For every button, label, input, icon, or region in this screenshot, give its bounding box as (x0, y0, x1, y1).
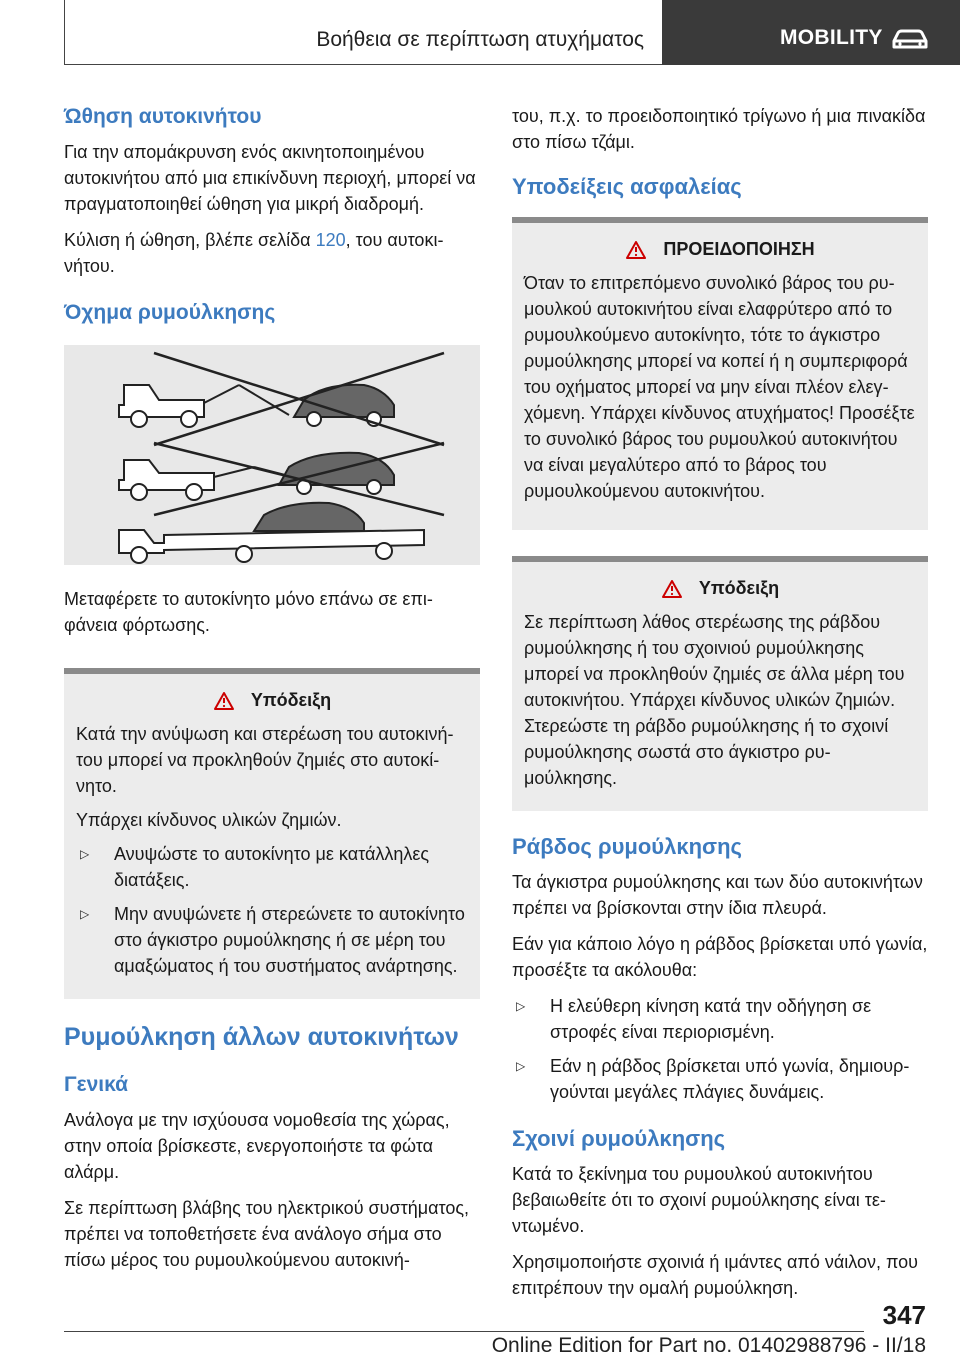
tow-vehicle-heading: Όχημα ρυμούλκησης (64, 301, 276, 324)
section-title: Βοήθεια σε περίπτωση ατυχήματος (316, 28, 644, 51)
bullet-triangle-icon: ▷ (80, 907, 90, 921)
rope-text-1: Κατά το ξεκίνημα του ρυμουλκού αυτοκινήτου βεβαιωθείτε ότι το σχοινί ρυμούλκησης είναι τεντωμένο. (512, 1164, 886, 1236)
list-item-text: Η ελεύθερη κίνηση κατά την οδήγηση σε στροφές είναι περιορισμένη. (550, 996, 872, 1042)
list-item-text: Ανυψώστε το αυτοκίνητο με κατάλληλες διατάξεις. (114, 844, 430, 890)
warning-triangle-icon (625, 240, 647, 260)
warning-title: ΠΡΟΕΙΔΟΠΟΙΗΣΗ (663, 239, 815, 259)
left-column (64, 103, 480, 1283)
towing-illustration (64, 345, 480, 565)
page-number: 347 (882, 1300, 926, 1330)
chapter-label: MOBILITY (780, 26, 883, 49)
figure-caption: Μεταφέρετε το αυτοκίνητο μόνο επάνω σε επιφάνεια φόρτωσης. (64, 589, 433, 635)
hint-risk: Υπάρχει κίνδυνος υλικών ζημιών. (76, 810, 342, 830)
towing-heading: Ρυμούλκηση άλλων αυτοκινήτων (64, 1023, 459, 1051)
push-reference (64, 227, 480, 279)
list-item (512, 993, 928, 1045)
hint-title: Υπόδειξη (250, 690, 332, 710)
footer-divider (64, 1331, 864, 1332)
bullet-triangle-icon: ▷ (80, 847, 90, 861)
warning-triangle-icon (213, 691, 235, 711)
right-column (512, 103, 928, 1311)
list-item (512, 1053, 928, 1105)
warning-box (512, 217, 928, 530)
continued-text: του, π.χ. το προειδοποιητικό τρίγωνο ή μια πινακίδα στο πίσω τζάμι. (512, 106, 926, 152)
general-heading: Γενικά (64, 1073, 129, 1096)
bar-text-2: Εάν για κάποιο λόγο η ράβδος βρίσκεται υπό γωνία, προσέξτε τα ακόλουθα: (512, 934, 928, 980)
list-item (76, 901, 468, 979)
push-ref-text-end: , του αυτοκινήτου. (64, 230, 444, 276)
hint-text: Κατά την ανύψωση και στερέωση του αυτοκινήτου μπορεί να προκληθούν ζημιές στο αυτοκίνητο. (76, 724, 454, 796)
push-ref-text: Κύλιση ή ώθηση, βλέπε σελίδα (64, 230, 316, 250)
list-item-text: Εάν η ράβδος βρίσκεται υπό γωνία, δημιουργούνται μεγάλες πλάγιες δυνάμεις. (550, 1056, 910, 1102)
hint-title: Υπόδειξη (698, 578, 780, 598)
safety-heading: Υποδείξεις ασφαλείας (512, 174, 742, 199)
page-link[interactable]: 120 (315, 230, 346, 250)
push-text: Για την απομάκρυνση ενός ακινητοποιημένου αυτοκινήτου από μια επικίνδυνη περιοχή, μπορεί να πραγματοποιηθεί ώθηση για μικρή διαδρομή. (64, 142, 476, 214)
bullet-triangle-icon: ▷ (516, 1059, 526, 1073)
warning-triangle-icon (661, 579, 683, 599)
bar-heading: Ράβδος ρυμούλκησης (512, 834, 742, 859)
list-item (76, 841, 468, 893)
general-text-1: Ανάλογα με την ισχύουσα νομοθεσία της χώρας, στην οποία βρίσκεστε, ενεργοποιήστε τα φώτα αλάρμ. (64, 1110, 450, 1182)
edition-info: Online Edition for Part no. 01402988796 - II/18 (491, 1334, 926, 1357)
push-heading: Ώθηση αυτοκινήτου (64, 105, 262, 128)
bar-text-1: Τα άγκιστρα ρυμούλκησης και των δύο αυτοκινήτων πρέπει να βρίσκονται στην ίδια πλευρά. (512, 872, 923, 918)
warning-text: Όταν το επιτρεπόμενο συνολικό βάρος του ρυμουλκού αυτοκινήτου είναι ελαφρύτερο από το ρυμουλκούμενο αυτοκίνητο, τότε το άγκιστρο ρυμούλκησης μπορεί να κοπεί ή η συμπεριφορά του οχήματος μπορεί να μην είναι πλέον ελεγχόμενη. Υπάρχει κίνδυνος ατυχήματος! Προσέξτε το συνολικό βάρος του ρυμουλκού αυτοκινήτου να είναι μεγαλύτερο από το βάρος του ρυμουλκούμενου αυτοκινήτου. (524, 273, 915, 501)
rope-heading: Σχοινί ρυμούλκησης (512, 1126, 726, 1151)
hint-text: Σε περίπτωση λάθος στερέωσης της ράβδου ρυμούλκησης ή του σχοινιού ρυμούλκησης μπορεί να προκληθούν ζημιές σε άλλα μέρη του αυτοκινήτου. Υπάρχει κίνδυνος υλικών ζημιών. Στερεώστε τη ράβδο ρυμούλκησης ή το σχοινί ρυμούλκησης σωστά στο άγκιστρο ρυμούλκησης. (524, 612, 905, 788)
bullet-triangle-icon: ▷ (516, 999, 526, 1013)
general-text-2: Σε περίπτωση βλάβης του ηλεκτρικού συστήματος, πρέπει να τοποθετήσετε ένα ανάλογο σήμα στο πίσω μέρος του ρυμουλκούμενου αυτοκινή- (64, 1198, 470, 1270)
car-icon (890, 28, 930, 50)
hint-box-lifting (64, 668, 480, 999)
chapter-tab[interactable] (662, 0, 960, 65)
rope-text-2: Χρησιμοποιήστε σχοινιά ή ιμάντες από νάιλον, που επιτρέπουν την ομαλή ρυμούλκηση. (512, 1252, 919, 1298)
list-item-text: Μην ανυψώνετε ή στερεώνετε το αυτοκίνητο στο άγκιστρο ρυμούλκησης ή σε μέρη του αμαξώματος ή του συστήματος ανάρτησης. (114, 904, 465, 976)
header-underline (64, 64, 662, 65)
hint-box-bar (512, 556, 928, 811)
